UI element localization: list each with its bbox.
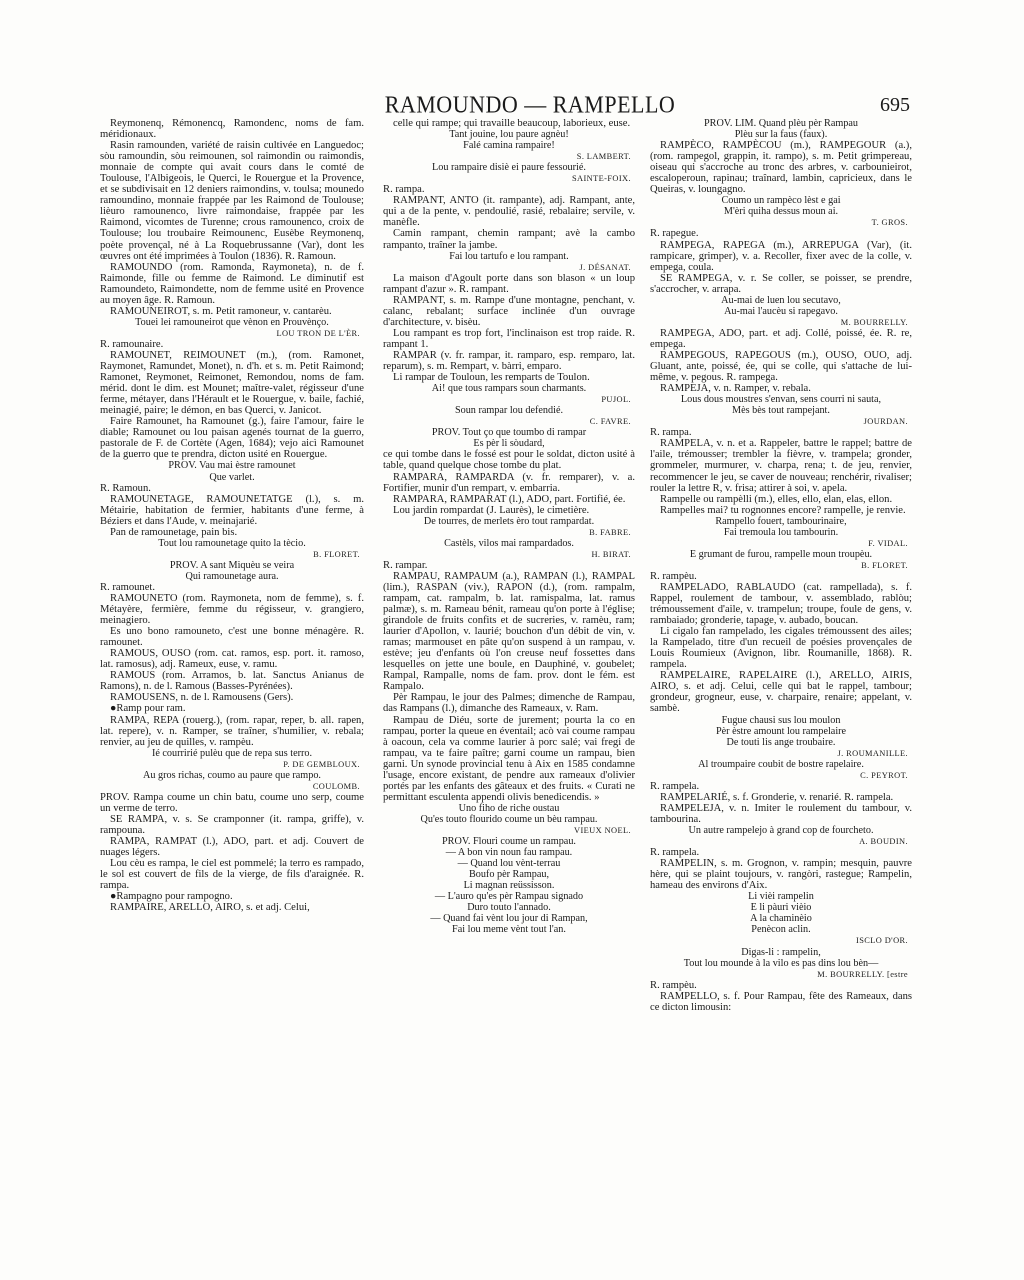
verse-line: Plèu sur la faus (faux). xyxy=(734,129,828,141)
verse-line: Au-mai l'aucèu si rapegavo. xyxy=(724,305,838,317)
entry-paragraph: RAMPEGOUS, RAPEGOUS (m.), OUSO, OUO, adj. Gluant, ante, poissé, ée, qui se colle, qui s'attache de lui-même, v. pegous. R. rampega. xyxy=(650,349,912,384)
entry-paragraph: SE RAMPA, v. s. Se cramponner (it. rampa, griffe), v. rampouna. xyxy=(100,813,364,836)
entry-paragraph: Faire Ramounet, ha Ramounet (g.), faire l'amour, faire le diable; Ramounet ou lou paisan agenés tournat de la guerro, pastorale de F. de Cortète (Agen, 1684); vejo aicì Ramounet de la guerro que te prendra, dicton usité en Rouergue. xyxy=(100,416,364,461)
verse-line: Fai lou meme vènt tout l'an. xyxy=(452,924,566,936)
source-citation: C. PEYROT. xyxy=(860,770,908,780)
source-citation: JOURDAN. xyxy=(863,417,908,427)
entry-paragraph: RAMPAR (v. fr. rampar, it. ramparo, esp. remparo, lat. reparum), s. m. Rempart, v. bàrri, emparo. xyxy=(383,349,635,373)
source-citation: VIEUX NOEL. xyxy=(574,826,631,835)
verse-line: Li magnan reüssisson. xyxy=(463,880,555,892)
entry-paragraph: RAMPÈCO, RAMPÈCOU (m.), RAMPEGOUR (a.), (rom. rampegol, grappin, it. rampo), s. m. Petit grimpereau, oiseau qui s'accroche au tronc des arbres, v. carbounieirot, escaloperoun, rapinau; traînard, lambin, capricieux, dans le Queiras, v. loungagno. xyxy=(650,140,912,196)
source-citation: SAINTE-FOIX. xyxy=(571,174,631,184)
source-citation: J. DÉSANAT. xyxy=(579,262,631,272)
entry-paragraph: RAMOUNETAGE, RAMOUNETATGE (l.), s. m. Métairie, habitation de fermier, habitants d'une ferme, à Béziers et dans l'Aude, v. meinajarié. xyxy=(100,493,364,527)
page-header-title: RAMOUNDO — RAMPELLO xyxy=(384,90,676,119)
reference-line: R. rampela. xyxy=(650,780,700,792)
source-citation: F. VIDAL. xyxy=(868,538,908,548)
entry-paragraph: Rampelle ou rampèlli (m.), elles, ello, elan, elas, ellon. xyxy=(660,493,893,505)
entry-paragraph: Rasin ramounden, variété de raisin cultivée en Languedoc; sòu ramoundin, sòu reimounen, sol raimondin ou raimondis, monnaie de compte qui avait cours dans le comté de Toulouse, l'Albigeois, le Querci, le Rouergue et la Provence, et se subdivisait en 12 deniers raimondins, v. toulsa; mounedo ramoundino, monnaie frappée par les Raimond de Toulouse; lièuro ramounenco, livre raimondaise, frappée par les Raimond, vicomtes de Turenne; crous ramounenco, croix de Toulouse; lou troubaire Reimounenc, Eusèbe Reymonenq, poète provençal, né à La Roquebrussanne (Var), dont les œuvres ont été imprimées à Toulon (1836). R. Ramoun. xyxy=(100,140,364,262)
entry-paragraph: ●Rampagno pour rampogno. xyxy=(110,891,233,903)
entry-paragraph: Reymonenq, Rémonencq, Ramondenc, noms de fam. méridionaux. xyxy=(100,118,364,141)
verse-line: M'èri quiha dessus moun ai. xyxy=(723,206,839,218)
verse-line: Au-mai de luen lou secutavo, xyxy=(721,294,841,306)
verse-line: Touei lei ramouneirot que vènon en Prouvènço. xyxy=(135,316,329,328)
entry-paragraph: RAMPEJA, v. n. Ramper, v. rebala. xyxy=(660,383,811,395)
verse-line: Fai tremoula lou tambourin. xyxy=(723,526,839,538)
source-citation: B. FLORET. xyxy=(313,549,360,559)
verse-line: Fai lou tartufo e lou rampant. xyxy=(449,250,569,262)
verse-line: A la chaminèio xyxy=(750,913,812,925)
verse-line: Tout lou ramounetage quito la tècio. xyxy=(158,537,306,549)
entry-paragraph: RAMPANT, ANTO (it. rampante), adj. Rampant, ante, qui a de la pente, v. pendoulié, rasié, rebalaire; servile, v. manèfle. xyxy=(383,195,635,229)
verse-line: Penècon aclin. xyxy=(751,924,811,936)
source-citation: LOU TRON DE L'ÈR. xyxy=(276,328,360,338)
source-citation: COULOMB. xyxy=(312,781,360,791)
reference-line: R. rampela. xyxy=(650,847,700,859)
source-citation: H. BIRAT. xyxy=(591,549,631,559)
entry-paragraph: Camin rampant, chemin rampant; avè la cambo rampanto, traîner la jambe. xyxy=(383,228,635,251)
entry-paragraph: La maison d'Agoult porte dans son blason « un loup rampant d'azur ». R. rampant. xyxy=(383,272,635,295)
verse-line: Boufo pèr Rampau, xyxy=(468,869,550,881)
entry-paragraph: Lou jardin rompardat (J. Laurès), le cimetière. xyxy=(393,504,590,516)
reference-line: R. rampa. xyxy=(650,427,692,439)
entry-paragraph: SE RAMPEGA, v. r. Se coller, se poisser, se prendre, s'accrocher, v. arrapa. xyxy=(650,272,912,295)
entry-paragraph: celle qui rampe; qui travaille beaucoup, laborieux, euse. xyxy=(393,118,631,129)
entry-paragraph: RAMPEGA, RAPEGA (m.), ARREPUGA (Var), (it. rampicare, grimper), v. a. Recoller, fixer avec de la colle, v. empega, coula. xyxy=(650,239,912,273)
verse-line: Li vièi rampelin xyxy=(748,891,814,903)
verse-line: E grumant de furou, rampelle moun troupèu. xyxy=(689,548,873,560)
entry-paragraph: Es uno bono ramouneto, c'est une bonne ménagère. R. ramounet. xyxy=(100,626,364,649)
source-citation: C. FAVRE. xyxy=(589,417,631,427)
verse-line: Fugue chausi sus lou moulon xyxy=(721,714,841,726)
entry-paragraph: Lou rampant es trop fort, l'inclinaison est trop raide. R. rampant 1. xyxy=(383,327,635,350)
page-number: 695 xyxy=(880,94,910,116)
verse-line: PROV. Flouri coume un rampau. xyxy=(442,836,576,848)
source-citation: B. FABRE. xyxy=(589,527,631,537)
entry-paragraph: RAMPARA, RAMPARDA (v. fr. remparer), v. a. Fortifier, munir d'un rempart, v. embarria. xyxy=(383,471,635,494)
verse-line: De touti lis ange troubaire. xyxy=(726,736,836,748)
source-citation: ISCLO D'OR. xyxy=(856,936,908,946)
verse-line: Pèr èstre amount lou rampelaire xyxy=(715,725,847,737)
entry-paragraph: RAMPELIN, s. m. Grognon, v. rampin; mesquin, pauvre hère, qui se plaint toujours, v. rangòri, rastegue; Rampelin, hameau des environs d'Aix. xyxy=(650,858,912,892)
verse-line: Uno fiho de riche oustau xyxy=(458,802,560,814)
entry-paragraph: Lou cèu es rampa, le ciel est pommelé; la terro es rampado, le sol est couvert de fils de la vierge, de fils d'araignée. R. rampa. xyxy=(100,858,364,892)
entry-paragraph: RAMPELARIÉ, s. f. Gronderie, v. renarié. R. rampela. xyxy=(660,791,894,803)
verse-line: Falé camina rampaire! xyxy=(463,140,555,152)
entry-paragraph: RAMOUS, OUSO (rom. cat. ramos, esp. port. it. ramoso, lat. ramosus), adj. Rameux, euse, v. ramu. xyxy=(100,648,364,671)
entry-paragraph: RAMOUNDO (rom. Ramonda, Raymoneta), n. de f. Raimonde, fille ou femme de Raimond. Le diminutif est Ramoundeto, Raimondette, nom de femme usité en Provence au moyen âge. R. Ramoun. xyxy=(100,261,364,306)
entry-paragraph: RAMOUSENS, n. de l. Ramousens (Gers). xyxy=(110,692,294,704)
entry-paragraph: RAMOUS (rom. Arramos, b. lat. Sanctus Anianus de Ramons), n. de l. Ramous (Basses-Pyrénées). xyxy=(100,670,364,693)
verse-line: Castèls, vilos mai rampardados. xyxy=(444,537,574,549)
entry-paragraph: RAMPELLO, s. f. Pour Rampau, fête des Rameaux, dans ce dicton limousin: xyxy=(650,990,912,1013)
source-citation: S. LAMBERT. xyxy=(576,152,631,162)
verse-line: Que varlet. xyxy=(209,471,255,483)
entry-paragraph: RAMPANT, s. m. Rampe d'une montagne, penchant, v. calanc, rebalant; surface inclinée d'un ouvrage d'architecture, v. bisèu. xyxy=(383,294,635,328)
verse-line: Soun rampar lou defendié. xyxy=(454,405,564,417)
entry-paragraph: RAMPELAIRE, RAPELAIRE (l.), ARELLO, AIRIS, AIRO, s. et adj. Celui, celle qui bat le rappel, tambour; grondeur, grogneur, euse, v. charpaire, renaire; appelant, v. sambè. xyxy=(650,670,912,715)
source-citation: B. FLORET. xyxy=(861,560,908,570)
entry-paragraph: RAMOUNEIROT, s. m. Petit ramoneur, v. cantarèu. xyxy=(110,305,332,317)
source-citation: T. GROS. xyxy=(871,218,908,228)
entry-paragraph: RAMPARA, RAMPARAT (l.), ADO, part. Fortifié, ée. xyxy=(393,493,626,505)
reference-line: R. ramounaire. xyxy=(100,338,164,350)
entry-paragraph: RAMPA, REPA (rouerg.), (rom. rapar, reper, b. all. rapen, lat. repere), v. n. Ramper, se traîner, s'humilier, v. rebala; renvier, au jeu de quilles, v. rampèu. xyxy=(100,714,364,748)
verse-line: Coumo un rampèco lèst e gai xyxy=(721,195,841,207)
source-citation: PUJOL. xyxy=(601,395,631,405)
source-citation: M. BOURRELLY. xyxy=(840,317,908,327)
entry-paragraph: RAMPELADO, RABLAUDO (cat. rampellada), s. f. Rappel, roulement de tambour, v. assemblado, rablòu; trémoussement d'aile, v. trampelun; troupe, foule de gens, v. rambaiado; gronderie, tapage, v. aubado, boucan. xyxy=(650,581,912,627)
entry-paragraph: Pan de ramounetage, pain bis. xyxy=(110,526,238,538)
verse-line: De tourres, de merlets èro tout rampardat. xyxy=(423,515,595,527)
reference-line: R. rampar. xyxy=(383,559,428,571)
verse-line: — L'auro qu'es pèr Rampau signado xyxy=(434,891,584,903)
verse-line: PROV. Tout ço que toumbo di rampar xyxy=(431,427,587,439)
entry-paragraph: RAMPEGA, ADO, part. et adj. Collé, poissé, ée. R. re, empega. xyxy=(650,327,912,350)
source-citation: P. DE GEMBLOUX. xyxy=(283,759,360,769)
entry-paragraph: Rampau de Diéu, sorte de jurement; pourta la co en rampau, porter la queue en éventail; acò vai coume rampau à oacoun, cela va comme laurier à porc salé; vai fregi de rampau, va te faire paître; garni coume un rampau, bien garni. Un synode provincial tenu à Aix en 1585 condamne l'usage, encore existant, de pendre aux rameaux d'olivier portés par les enfants des gâteaux et des fruits. « Curati ne permittant esculenta appendi olivis benedicendis. » xyxy=(383,714,635,803)
entry-paragraph: Pèr Rampau, le jour des Palmes; dimenche de Rampau, das Rampans (l.), dimanche des Rameaux, v. Ram. xyxy=(383,692,635,715)
reference-line: R. rampèu. xyxy=(650,570,697,582)
entry-paragraph: Rampelles mai? tu rognonnes encore? rampelle, je renvie. xyxy=(660,504,906,516)
verse-line: Es pèr li sòudard, xyxy=(473,438,545,450)
verse-line: — Quand lou vènt-terrau xyxy=(457,858,561,870)
verse-line: E li pàuri vièio xyxy=(750,902,812,914)
verse-line: PROV. LIM. Quand plèu pèr Rampau xyxy=(703,118,859,129)
source-citation: J. ROUMANILLE. xyxy=(837,748,908,758)
verse-line: PROV. A sant Miquèu se veira xyxy=(169,559,295,571)
verse-line: Qu'es touto flourido coume un bèu rampau. xyxy=(420,813,598,825)
reference-line: R. ramounet. xyxy=(100,581,156,593)
entry-paragraph: RAMOUNETO (rom. Raymoneta, nom de femme), s. f. Métayère, fermière, femme du régisseur, v. grangiero, meinagiero. xyxy=(100,593,364,627)
source-citation: A. BOUDIN. xyxy=(859,837,908,847)
verse-line: Tout lou mounde à la vilo es pas dins lou bèn— xyxy=(683,957,879,969)
entry-paragraph: Li cigalo fan rampelado, les cigales trémoussent des ailes; la Rampelado, titre d'un recueil de poésies provençales de Louis Roumieux (Avignon, libr. Roumanille, 1868). R. rampela. xyxy=(650,626,912,671)
verse-line: Tant jouine, lou paure agnèu! xyxy=(449,129,569,141)
verse-line: Rampello fouert, tambourinaire, xyxy=(715,515,847,527)
verse-line: Qui ramounetage aura. xyxy=(185,570,279,582)
entry-paragraph: RAMPAU, RAMPAUM (a.), RAMPAN (l.), RAMPAL (lim.), RASPAN (viv.), RAPON (d.), (rom. rampalm, rampam, cat. rampalm, b. lat. ramispalma, lat. ramus palmæ), s. m. Rameau bénit, rameau qu'on porte à l'église; girandole de fruits confits et de sucreries, v. ramèu, ram; laurier d'Apollon, v. laurié; bouchon d'un débit de vin, v. ramas; marmouset en pâte qu'on suspend à un rampau, v. estève; jeu d'enfants où l'on creuse neuf fossettes dans lesquelles on jette une boule, en Dauphiné, v. goubelet; Rampal, Rampalle, noms de fam. prov. dont le fém. est Rampalo. xyxy=(383,570,635,693)
verse-line: Ié courririé pulèu que de repa sus terro. xyxy=(151,747,313,759)
verse-line: Digas-li : rampelin, xyxy=(741,946,821,958)
reference-line: PROV. Rampa coume un chin batu, coume uno serp, coume un verme de terro. xyxy=(100,791,364,814)
verse-line: Lous dous moustres s'envan, sens courri ni sauta, xyxy=(680,394,882,406)
text-column-middle xyxy=(383,118,635,1208)
text-column-right xyxy=(650,118,912,1208)
reference-line: R. rampa. xyxy=(383,184,425,196)
reference-line: R. rampèu. xyxy=(650,979,697,991)
verse-line: Ai! que tous rampars soun charmants. xyxy=(431,383,587,395)
verse-line: — A bon vin noun fau rampau. xyxy=(445,847,573,859)
verse-line: Duro touto l'annado. xyxy=(467,902,551,914)
verse-line: — Quand fai vènt lou jour di Rampan, xyxy=(430,913,588,925)
reference-line: ce qui tombe dans le fossé est pour le soldat, dicton usité à table, quand quelque chose tombe du plat. xyxy=(383,449,635,472)
reference-line: R. rapegue. xyxy=(650,228,699,240)
text-column-left xyxy=(100,118,364,1208)
entry-paragraph: RAMPA, RAMPAT (l.), ADO, part. et adj. Couvert de nuages légers. xyxy=(100,836,364,859)
verse-line: Lou rampaire disiè ei paure fessourié. xyxy=(432,162,586,174)
verse-line: Un autre rampelejo à grand cop de fourcheto. xyxy=(688,825,874,836)
entry-paragraph: RAMPELA, v. n. et a. Rappeler, battre le rappel; battre de l'aile, trémousser; trembler la fièvre, v. trampela; gronder, grommeler, murmurer, v. charpa, rena; t. de jeu, renvier, recommencer le jeu, se caver de nouveau; renchérir, rivaliser; rouler la lettre R, v. frisa; attirer à soi, v. apela. xyxy=(650,438,912,494)
reference-line: R. Ramoun. xyxy=(100,482,151,494)
verse-line: PROV. Vau mai èstre ramounet xyxy=(168,460,296,472)
entry-paragraph: ●Ramp pour ram. xyxy=(110,703,186,715)
entry-paragraph: RAMPAIRE, ARELLO, AIRO, s. et adj. Celui, xyxy=(110,902,310,914)
verse-line: Al troumpaire coubit de bostre rapelaire. xyxy=(698,758,864,770)
entry-paragraph: RAMPELEJA, v. n. Imiter le roulement du tambour, v. tambourina. xyxy=(650,802,912,825)
verse-line: Mès bès tout rampejant. xyxy=(732,405,830,417)
entry-paragraph: Li rampar de Touloun, les remparts de Toulon. xyxy=(393,372,590,384)
source-citation: M. BOURRELLY. [estre xyxy=(817,969,908,979)
verse-line: Au gros richas, coumo au paure que rampo. xyxy=(143,769,321,781)
entry-paragraph: RAMOUNET, REIMOUNET (m.), (rom. Ramonet, Raymonet, Ramundet, Monet), n. d'h. et s. m. Petit Raimond; Ramonet, Reymonet, Reimonet, Remondou, noms de fam. mérid. dont le dim. est Mounet; maître-valet, régisseur d'une ferme, métayer, dans l'Hérault et le Rouergue, v. baile, fachié, meinagié, paire; le démon, en bas Querci, v. Janicot. xyxy=(100,349,364,417)
